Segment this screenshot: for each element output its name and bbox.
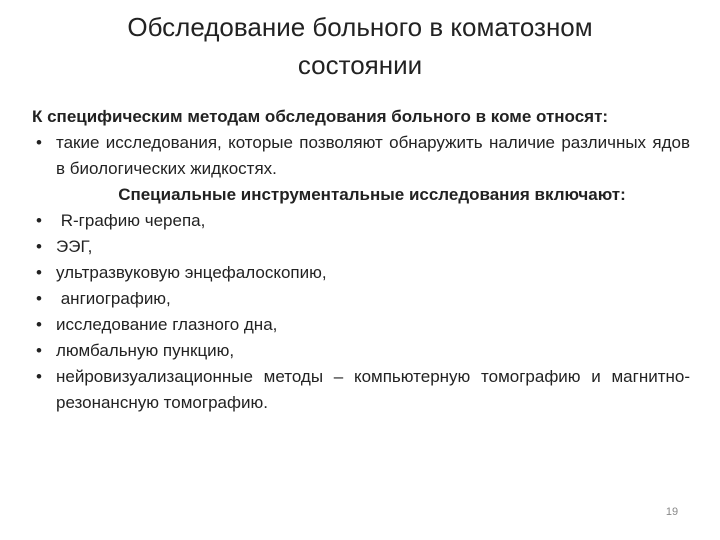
list-item-text: ангиографию, <box>56 289 171 308</box>
bullet-icon: • <box>36 367 42 386</box>
intro-text: К специфическим методам обследования больного в коме относят: <box>32 107 609 126</box>
bullet-icon: • <box>36 341 42 360</box>
list-item <box>30 364 690 416</box>
bullet-icon: • <box>36 263 42 282</box>
title-line-1: Обследование больного в коматозном <box>127 12 593 42</box>
list-item-text: люмбальную пункцию, <box>56 341 235 360</box>
list-item <box>30 234 690 260</box>
list-item-text: исследование глазного дна, <box>56 315 278 334</box>
list-item-text: нейровизуализационные методы – компьютерную томографию и магнитно-резонансную томографию. <box>56 367 690 412</box>
list-item-text: ультразвуковую энцефалоскопию, <box>56 263 327 282</box>
bullet-icon: • <box>36 133 42 152</box>
slide-body <box>30 104 690 416</box>
list-item <box>30 312 690 338</box>
bullet-icon: • <box>36 315 42 334</box>
title-line-2: состоянии <box>297 50 423 80</box>
list-item <box>30 338 690 364</box>
bullet-icon: • <box>36 289 42 308</box>
list-item-text: R-графию черепа, <box>56 211 206 230</box>
slide-title <box>60 8 660 84</box>
list-item <box>30 260 690 286</box>
list-item-text: ЭЭГ, <box>56 237 93 256</box>
page-number: 19 <box>665 506 679 518</box>
subheading: Специальные инструментальные исследования включают: <box>118 185 626 204</box>
bullet-icon: • <box>36 237 42 256</box>
list-item <box>30 208 690 234</box>
list-item-text: такие исследования, которые позволяют обнаружить наличие различных ядов в биологических жидкостях. <box>56 133 690 178</box>
bullet-icon: • <box>36 211 42 230</box>
list-item <box>30 286 690 312</box>
list-item <box>30 130 690 182</box>
